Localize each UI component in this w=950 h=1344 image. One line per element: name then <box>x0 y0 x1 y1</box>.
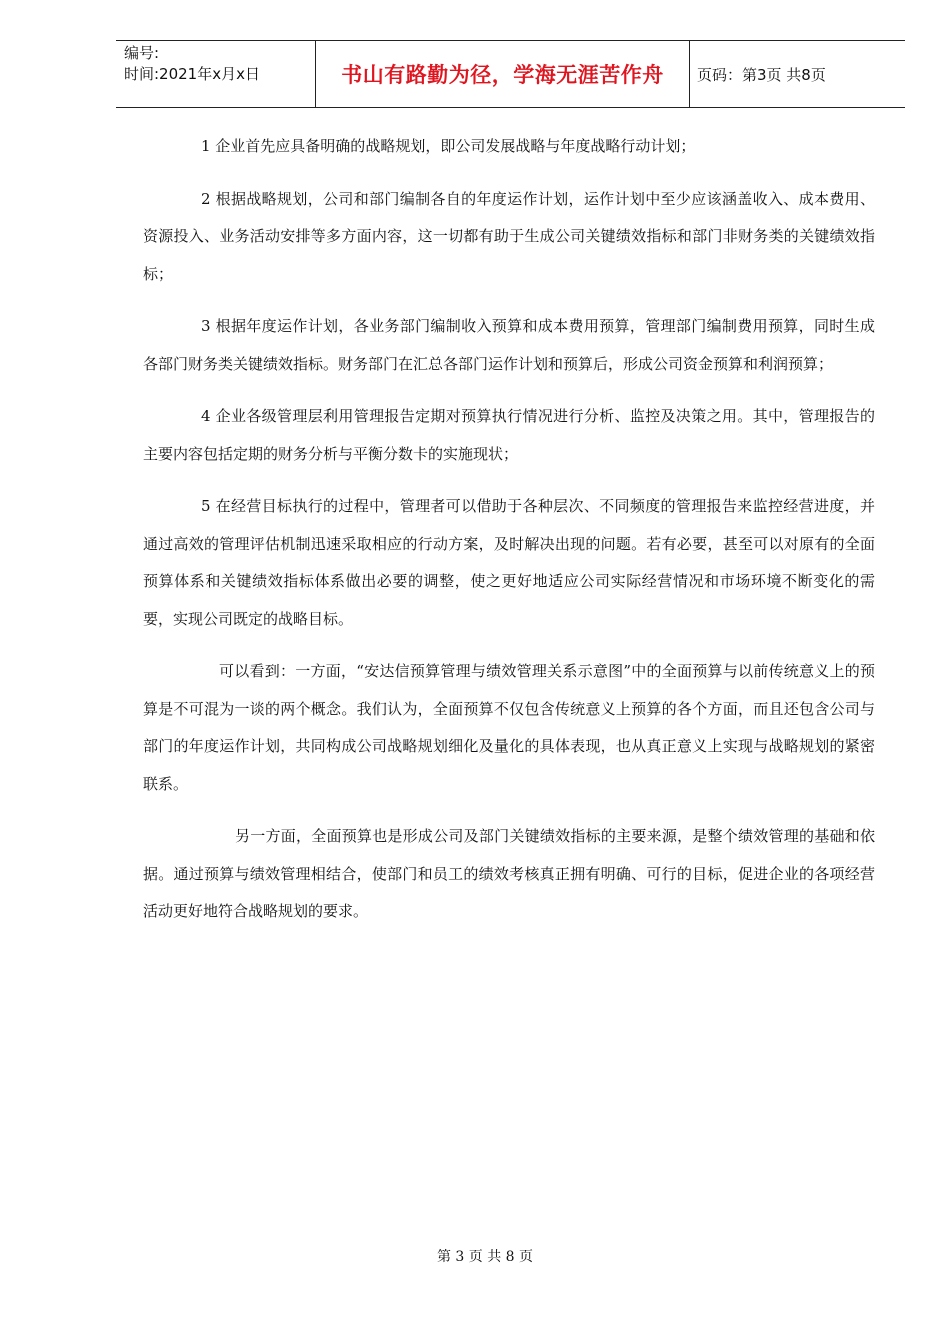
header-page-number: 页码：第3页 共8页 <box>697 65 826 84</box>
header-meta-cell <box>116 41 316 107</box>
header-motto: 书山有路勤为径，学海无涯苦作舟 <box>341 63 664 87</box>
header-motto-cell <box>316 41 690 107</box>
footer-page-number: 第 3 页 共 8 页 <box>436 1249 534 1265</box>
body-paragraph: 3 根据年度运作计划，各业务部门编制收入预算和成本费用预算，管理部门编制费用预算，同时生成各部门财务类关键绩效指标。财务部门在汇总各部门运作计划和预算后，形成公司资金预算和利润预算； <box>143 317 875 373</box>
document-number-label: 编号: <box>124 44 160 62</box>
body-paragraph: 1 企业首先应具备明确的战略规划，即公司发展战略与年度战略行动计划； <box>201 137 696 155</box>
body-paragraph: 2 根据战略规划，公司和部门编制各自的年度运作计划，运作计划中至少应该涵盖收入、成本费用、资源投入、业务活动安排等多方面内容，这一切都有助于生成公司关键绩效指标和部门非财务类的关键绩效指标； <box>143 189 875 283</box>
body-paragraph: 可以看到：一方面，“安达信预算管理与绩效管理关系示意图”中的全面预算与以前传统意义上的预算是不可混为一谈的两个概念。我们认为，全面预算不仅包含传统意义上预算的各个方面，而且还包含公司与部门的年度运作计划，共同构成公司战略规划细化及量化的具体表现，也从真正意义上实现与战略规划的紧密联系。 <box>143 662 875 793</box>
document-body <box>143 128 875 946</box>
header-page-cell <box>690 41 905 107</box>
body-paragraph: 5 在经营目标执行的过程中，管理者可以借助于各种层次、不同频度的管理报告来监控经营进度，并通过高效的管理评估机制迅速采取相应的行动方案，及时解决出现的问题。若有必要，甚至可以对原有的全面预算体系和关键绩效指标体系做出必要的调整，使之更好地适应公司实际经营情况和市场环境不断变化的需要，实现公司既定的战略目标。 <box>143 497 875 628</box>
document-header <box>116 40 905 108</box>
body-paragraph: 4 企业各级管理层利用管理报告定期对预算执行情况进行分析、监控及决策之用。其中，管理报告的主要内容包括定期的财务分析与平衡分数卡的实施现状； <box>143 407 875 463</box>
body-paragraph: 另一方面，全面预算也是形成公司及部门关键绩效指标的主要来源，是整个绩效管理的基础和依据。通过预算与绩效管理相结合，使部门和员工的绩效考核真正拥有明确、可行的目标，促进企业的各项经营活动更好地符合战略规划的要求。 <box>143 827 875 920</box>
document-date-label: 时间:2021年x月x日 <box>124 65 260 83</box>
page-footer <box>0 1246 950 1266</box>
